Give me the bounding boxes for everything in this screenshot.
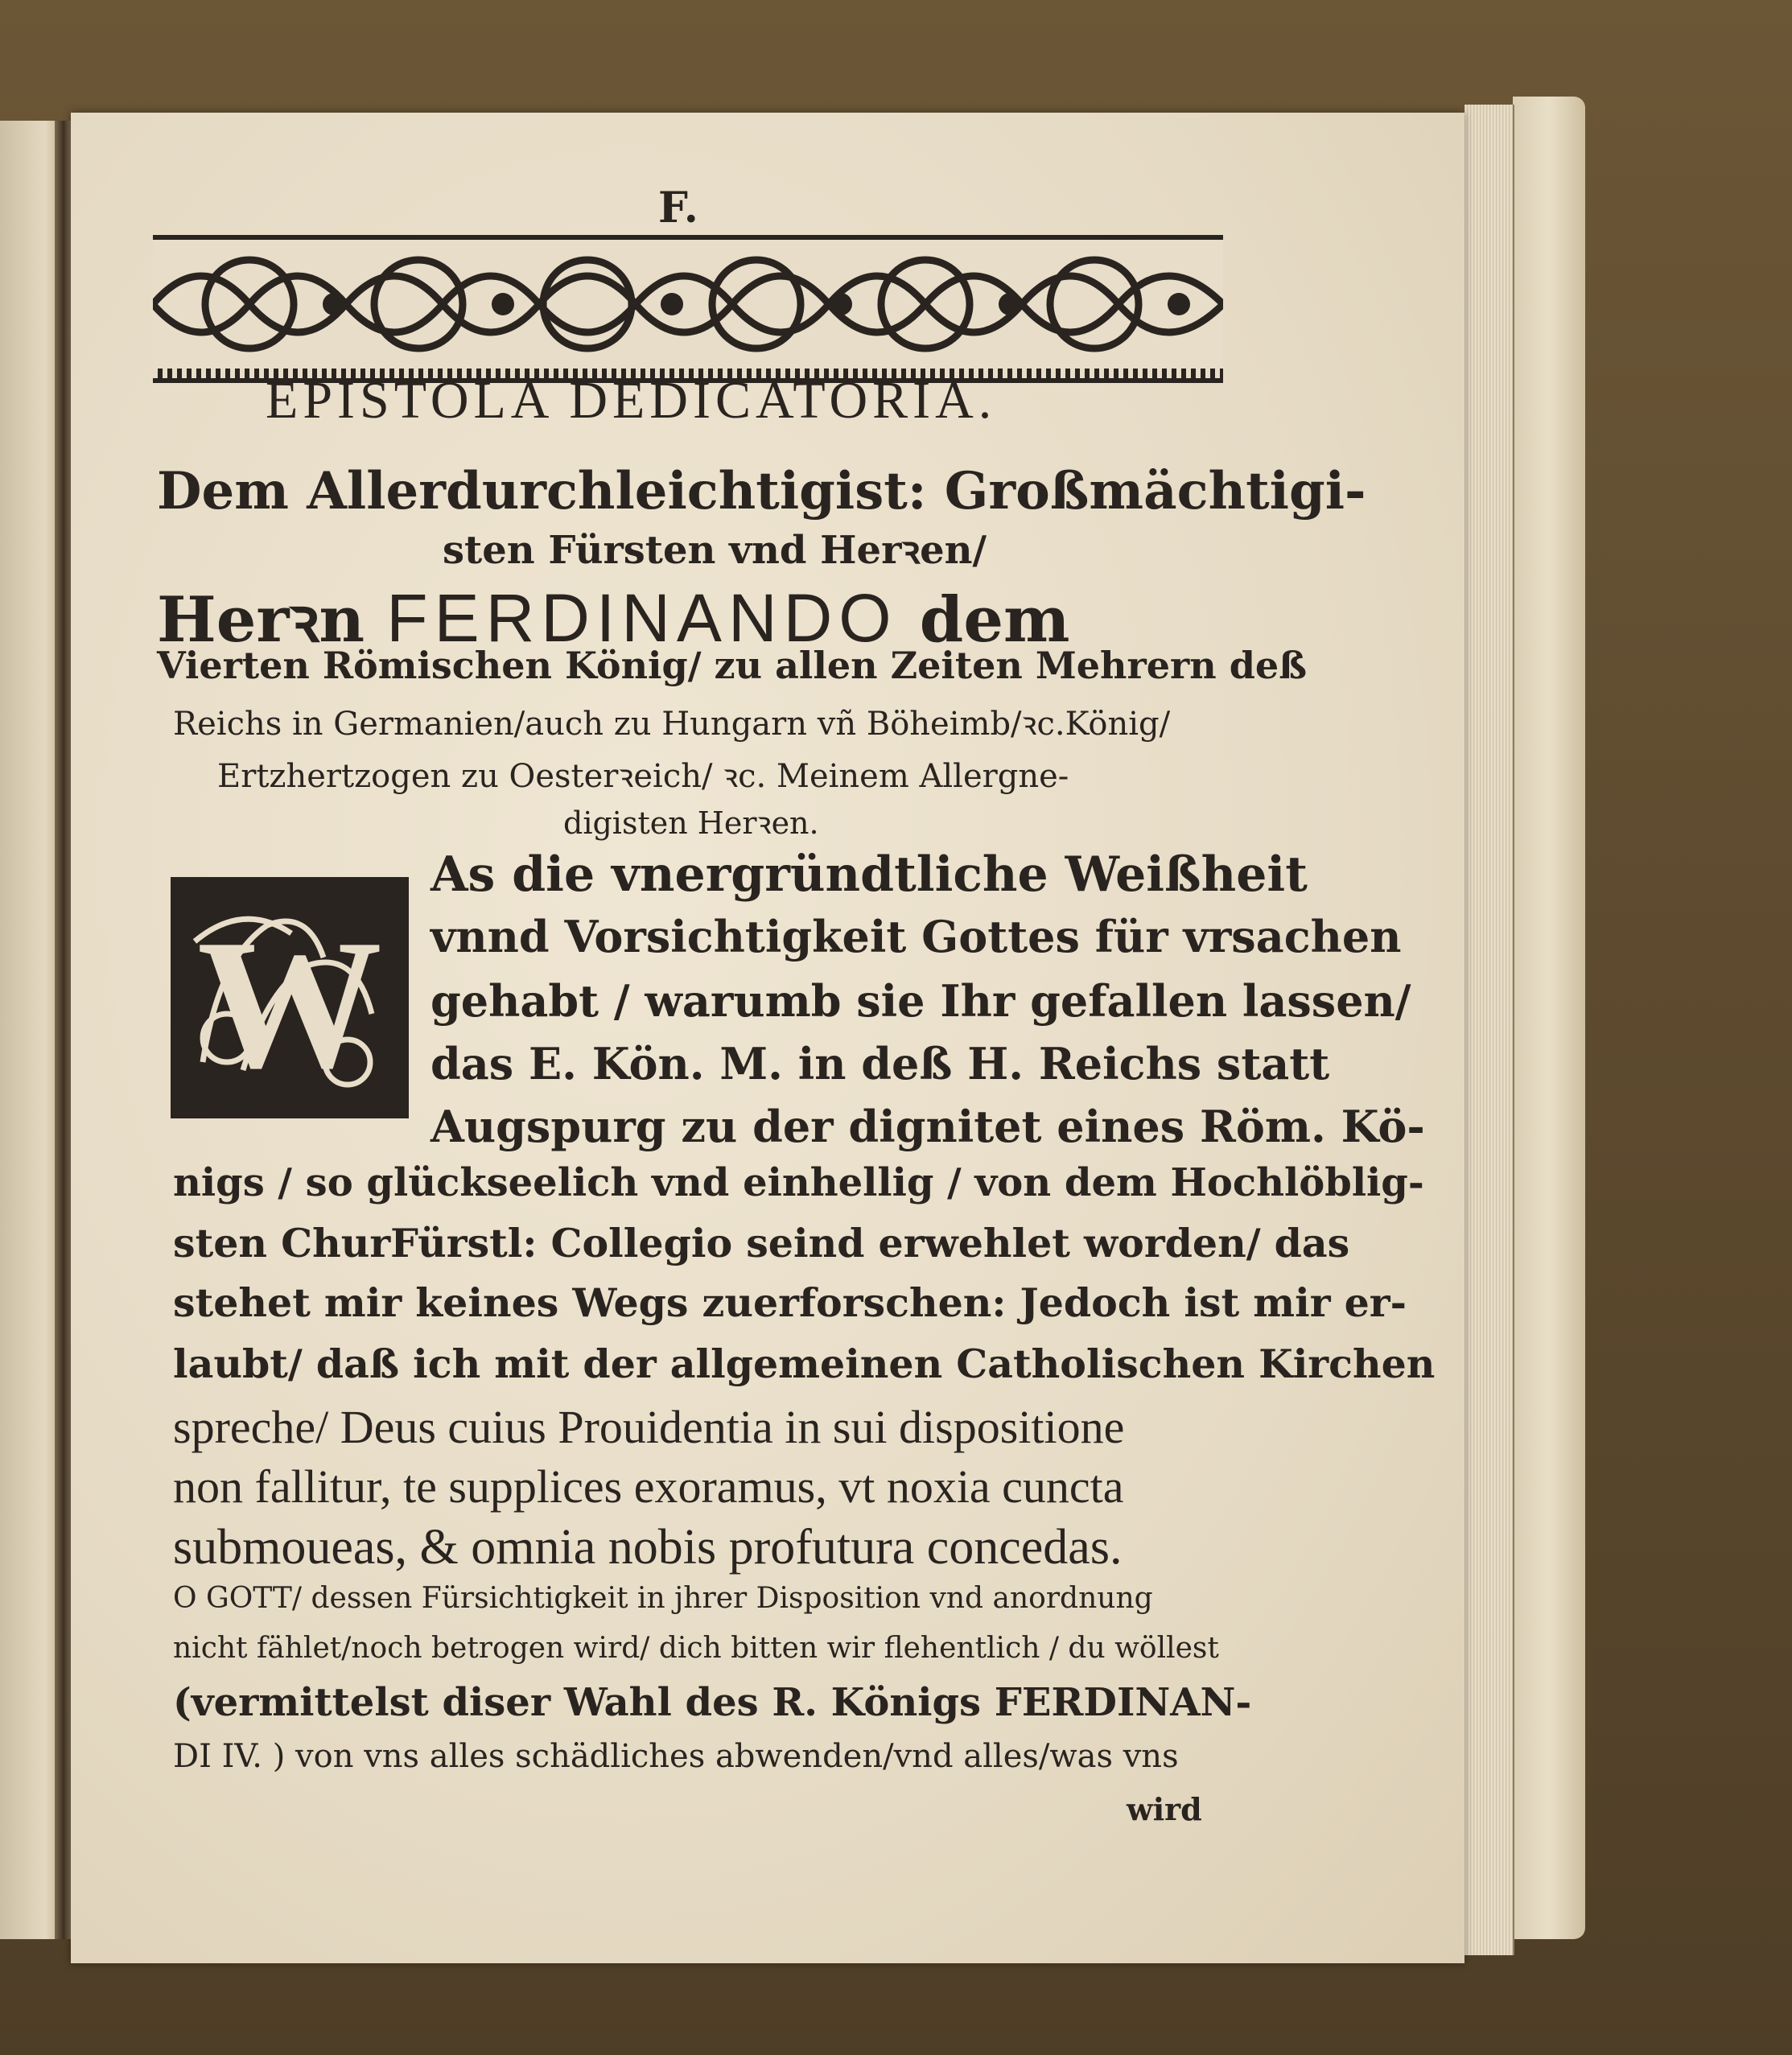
initial-letter-art	[171, 877, 409, 1118]
german-line-4: DI IV. ) von vns alles schädliches abwenden/vnd alles/was vns	[173, 1738, 1179, 1775]
latin-line-1: spreche/ Deus cuius Prouidentia in sui dispositione	[173, 1401, 1125, 1453]
initial-glyph: W	[197, 901, 382, 1106]
body-line-4: das E. Kön. M. in deß H. Reichs statt	[430, 1038, 1330, 1089]
address-line-2: sten Fürsten vnd Herꝛen/	[443, 528, 987, 573]
address-line-4: Vierten Römischen König/ zu allen Zeiten Mehrern deß	[157, 644, 1308, 687]
decorated-initial	[171, 877, 409, 1118]
address-herrn: Herꝛn	[157, 583, 365, 657]
german-line-3: (vermittelst diser Wahl des R. Königs FERDINAN-	[173, 1680, 1252, 1725]
catchword: wird	[1127, 1791, 1202, 1827]
body-line-3: gehabt / warumb sie Ihr gefallen lassen/	[430, 975, 1411, 1027]
latin-line-3: submoueas, & omnia nobis profutura concedas.	[173, 1520, 1123, 1575]
body-line-1: As die vnergründtliche Weißheit	[430, 846, 1308, 903]
address-line-1: Dem Allerdurchleichtigist: Großmächtigi-	[157, 461, 1366, 521]
address-ferdinando: FERDINANDO	[386, 580, 898, 656]
german-line-2: nicht fählet/noch betrogen wird/ dich bitten wir flehentlich / du wöllest	[173, 1632, 1219, 1665]
signature-mark: F.	[658, 183, 698, 233]
body-line-2: vnnd Vorsichtigkeit Gottes für vrsachen	[430, 911, 1402, 962]
body-line-9: laubt/ daß ich mit der allgemeinen Catholischen Kirchen	[173, 1340, 1436, 1387]
latin-line-2: non fallitur, te supplices exoramus, vt noxia cuncta	[173, 1460, 1124, 1513]
woodcut-headpiece	[153, 235, 1223, 383]
body-line-5: Augspurg zu der dignitet eines Röm. Kö-	[430, 1101, 1425, 1152]
body-line-6: nigs / so glückseelich vnd einhellig / von dem Hochlöblig-	[173, 1160, 1424, 1205]
dedication-heading: EPISTOLA DEDICATORIA.	[266, 371, 997, 430]
body-line-7: sten ChurFürstl: Collegio seind erwehlet worden/ das	[173, 1220, 1350, 1266]
address-line-5: Reichs in Germanien/auch zu Hungarn vñ Böheimb/ꝛc.König/	[173, 706, 1171, 743]
address-line-7: digisten Herꝛen.	[563, 805, 819, 841]
headpiece-pattern	[153, 240, 1223, 369]
body-line-8: stehet mir keines Wegs zuerforschen: Jedoch ist mir er-	[173, 1279, 1407, 1326]
german-line-1: O GOTT/ dessen Fürsichtigkeit in jhrer Disposition vnd anordnung	[173, 1582, 1153, 1615]
address-line-6: Ertzhertzogen zu Oesterꝛeich/ ꝛc. Meinem Allergne-	[217, 758, 1069, 795]
address-dem: dem	[919, 583, 1070, 657]
